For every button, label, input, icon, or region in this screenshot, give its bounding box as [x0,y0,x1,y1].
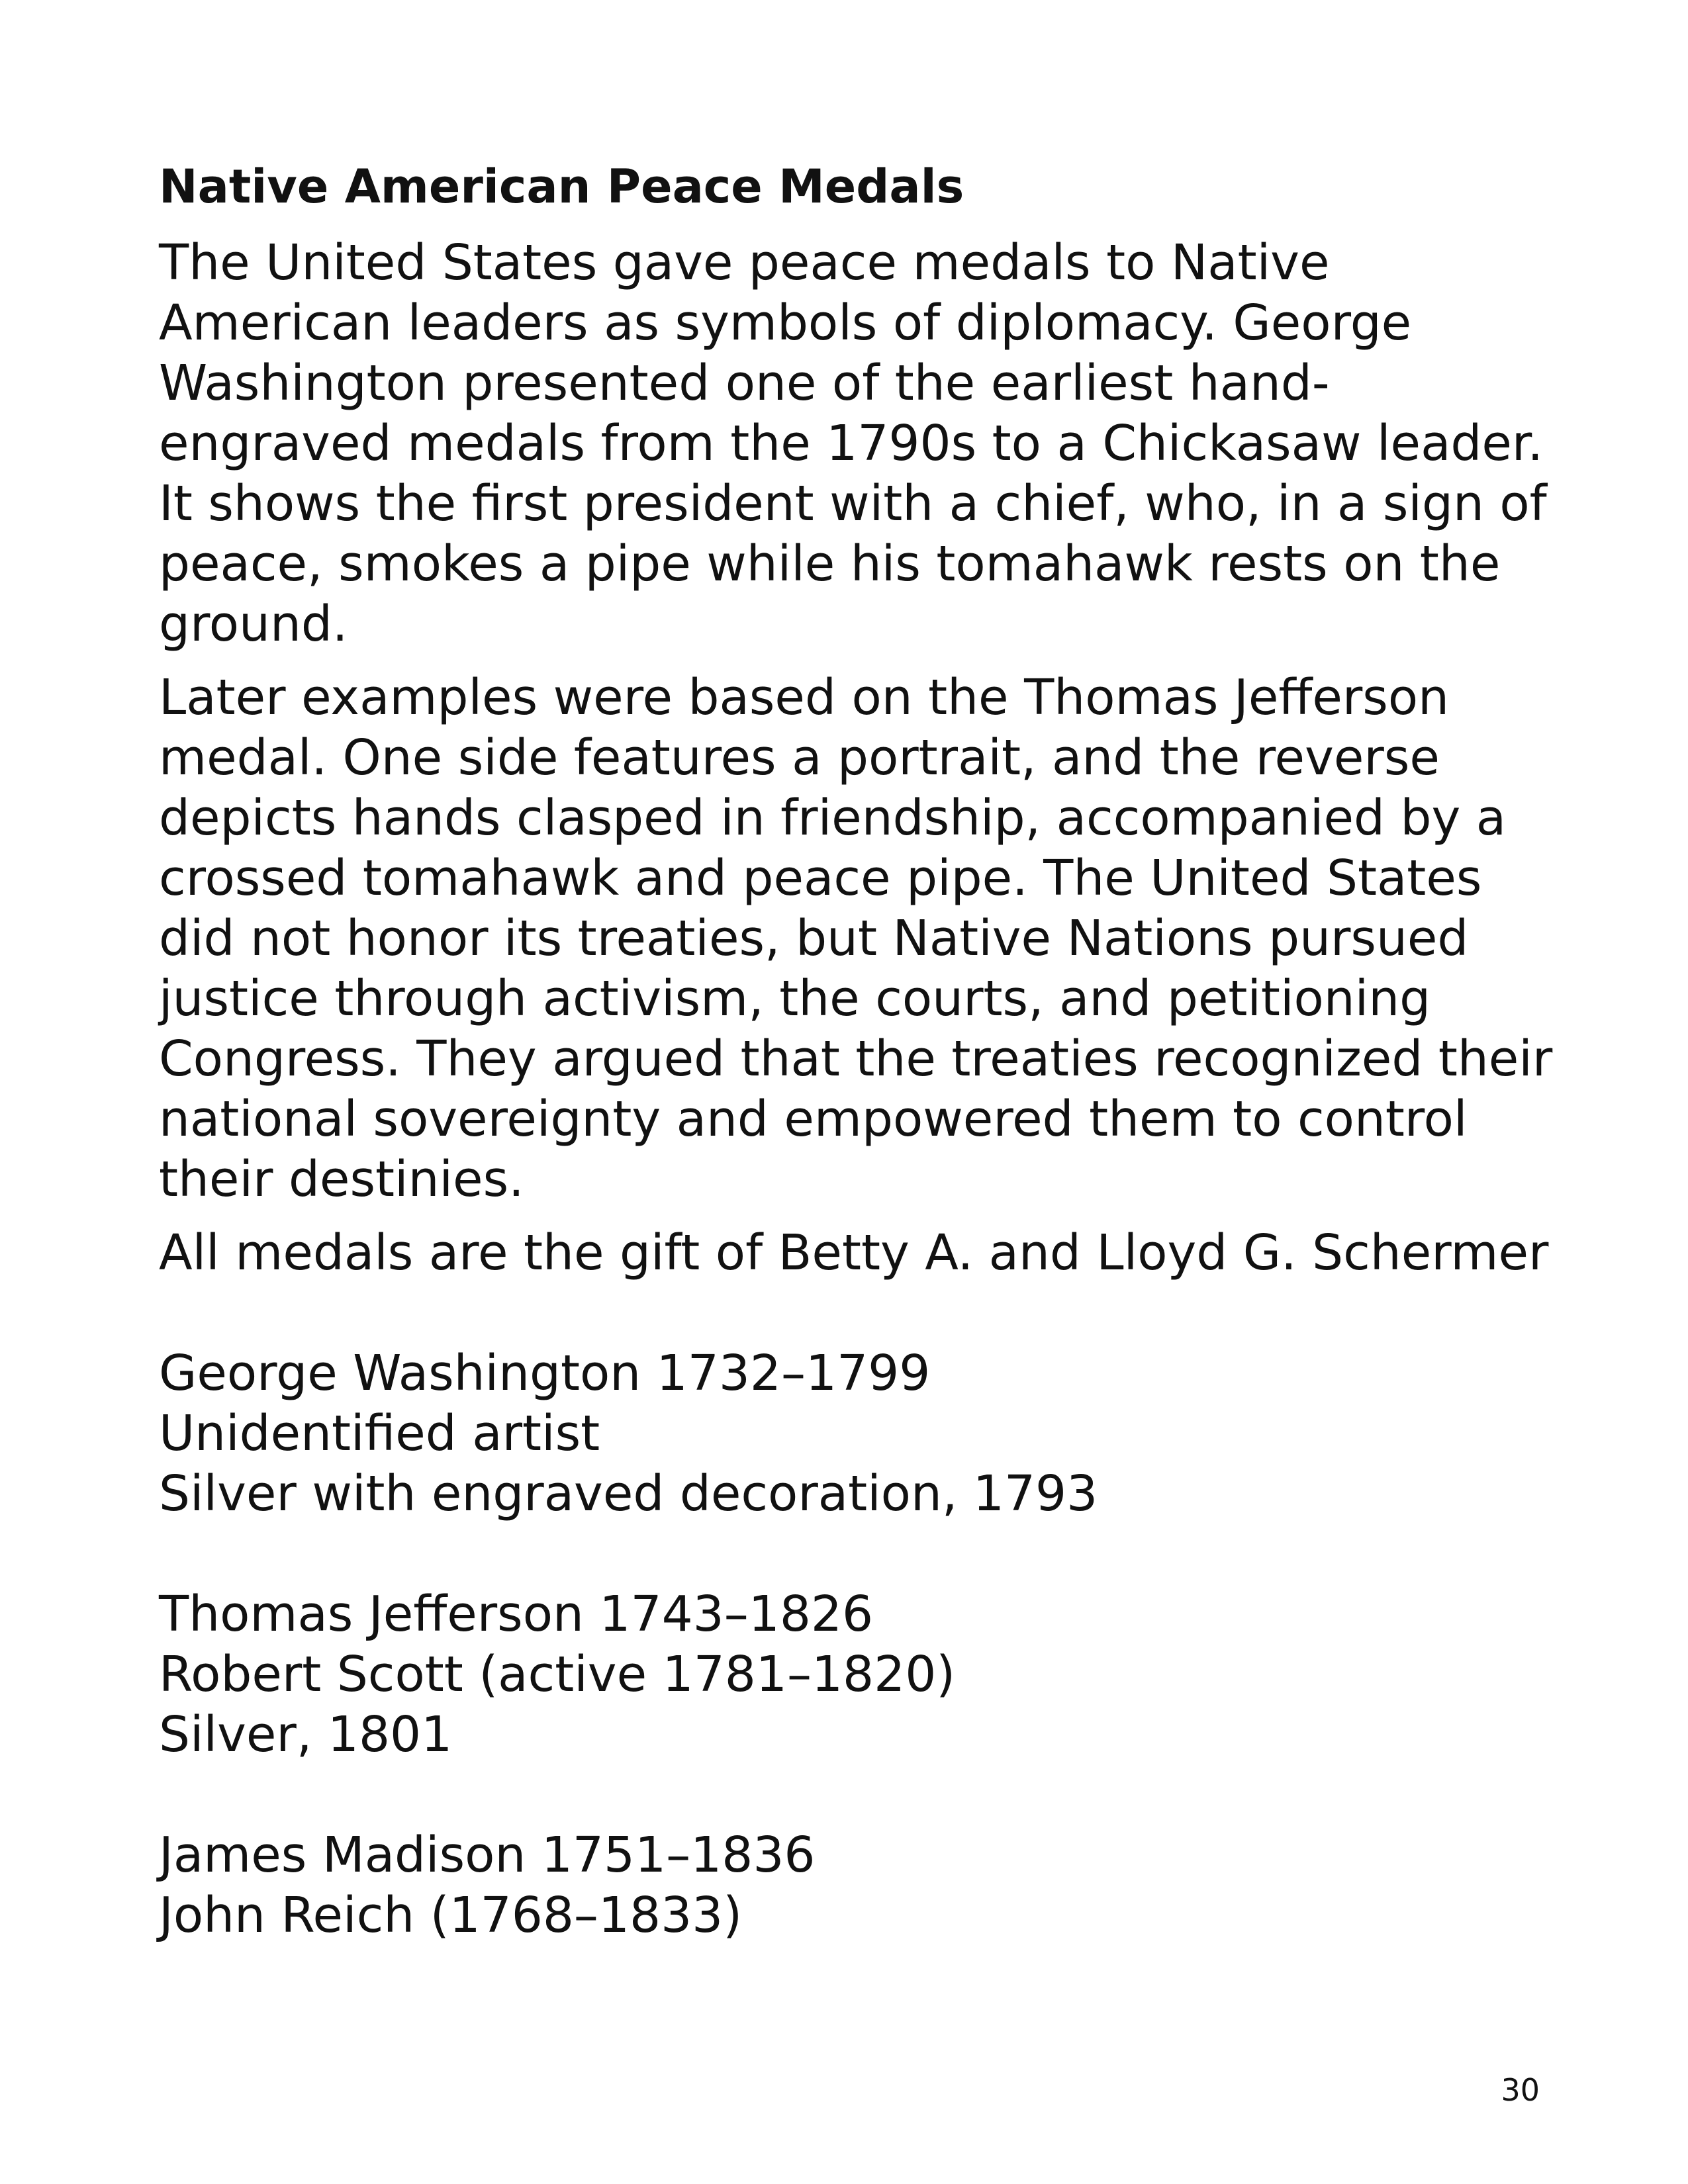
page-content [159,154,1562,2006]
object-entry-jefferson [159,1584,1562,1765]
section-title: Native American Peace Medals [159,159,964,214]
object-subject: George Washington 1732–1799 [159,1345,931,1402]
object-medium: Silver, 1801 [159,1706,453,1763]
object-list [159,1343,1562,1946]
intro-paragraph: The United States gave peace medals to Native American leaders as symbols of diplomacy. George Washington presented one of the earliest hand-engraved medals from the 1790s to a Chickasaw leader. It shows the first president with a chief, who, in a sign of peace, smokes a pipe while his tomahawk rests on the ground. [159,234,1547,653]
page-number: 30 [1501,2072,1540,2108]
object-artist: John Reich (1768–1833) [159,1887,743,1944]
object-medium: Silver with engraved decoration, 1793 [159,1465,1098,1522]
history-paragraph: Later examples were based on the Thomas Jefferson medal. One side features a portrait, and the reverse depicts hands clasped in friendship, accompanied by a crossed tomahawk and peace pipe. The United States did not honor its treaties, but Native Nations pursued justice through activism, the courts, and petitioning Congress. They argued that the treaties recognized their national sovereignty and empowered them to control their destinies. [159,669,1553,1208]
object-artist: Robert Scott (active 1781–1820) [159,1646,956,1703]
object-subject: Thomas Jefferson 1743–1826 [159,1586,874,1643]
object-entry-madison [159,1825,1562,1946]
object-subject: James Madison 1751–1836 [159,1827,816,1884]
gift-credit: All medals are the gift of Betty A. and Lloyd G. Schermer [159,1224,1549,1281]
object-entry-washington [159,1343,1562,1524]
object-artist: Unidentified artist [159,1405,600,1462]
